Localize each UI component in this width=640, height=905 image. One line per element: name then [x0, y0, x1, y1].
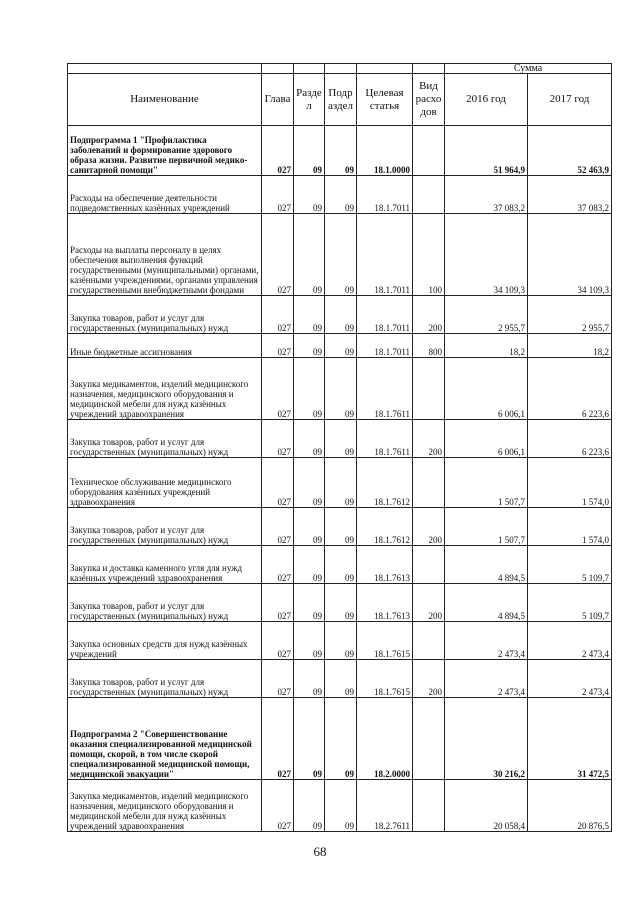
- cell-expense-type: 200: [413, 420, 445, 458]
- cell-sum-2016: 2 473,4: [445, 660, 528, 698]
- cell-target-article: 18.1.7615: [357, 660, 413, 698]
- cell-section: 09: [294, 420, 325, 458]
- cell-subsection: 09: [325, 296, 357, 334]
- cell-name: Закупка товаров, работ и услуг для государственных (муниципальных) нужд: [68, 660, 262, 698]
- cell-name: Подпрограмма 1 "Профилактика заболеваний и формирование здорового образа жизни. Развитие первичной медико-санитарной помощи": [68, 126, 262, 176]
- table-row: [68, 214, 612, 296]
- cell-expense-type: 200: [413, 508, 445, 546]
- cell-sum-2017: 5 109,7: [528, 546, 612, 584]
- table-row: [68, 508, 612, 546]
- cell-chapter: 027: [262, 176, 294, 214]
- cell-section: 09: [294, 546, 325, 584]
- cell-section: 09: [294, 358, 325, 420]
- cell-sum-2016: 6 006,1: [445, 358, 528, 420]
- cell-expense-type: 200: [413, 296, 445, 334]
- cell-sum-2017: 34 109,3: [528, 214, 612, 296]
- cell-expense-type: [413, 358, 445, 420]
- cell-name: Подпрограмма 2 "Совершенствование оказания специализированной медицинской помощи, скорой, в том числе скорой специализированной медицинской помощи, медицинской эвакуации": [68, 698, 262, 780]
- cell-chapter: 027: [262, 508, 294, 546]
- header-section: Разде л: [294, 74, 325, 126]
- cell-sum-2017: 2 473,4: [528, 660, 612, 698]
- cell-target-article: 18.1.7011: [357, 296, 413, 334]
- cell-subsection: 09: [325, 780, 357, 832]
- cell-name: Закупка медикаментов, изделий медицинского назначения, медицинского оборудования и медицинской мебели для нужд казённых учреждений здравоохранения: [68, 780, 262, 832]
- table-row: [68, 334, 612, 358]
- cell-chapter: 027: [262, 334, 294, 358]
- table-row: [68, 358, 612, 420]
- cell-chapter: 027: [262, 698, 294, 780]
- cell-target-article: 18.2.0000: [357, 698, 413, 780]
- cell-chapter: 027: [262, 546, 294, 584]
- cell-expense-type: [413, 126, 445, 176]
- cell-expense-type: 200: [413, 660, 445, 698]
- cell-target-article: 18.1.7011: [357, 334, 413, 358]
- cell-name: Закупка медикаментов, изделий медицинского назначения, медицинского оборудования и медицинской мебели для нужд казённых учреждений здравоохранения: [68, 358, 262, 420]
- cell-subsection: 09: [325, 176, 357, 214]
- cell-expense-type: [413, 780, 445, 832]
- cell-subsection: 09: [325, 698, 357, 780]
- cell-target-article: 18.1.7613: [357, 584, 413, 622]
- cell-chapter: 027: [262, 780, 294, 832]
- cell-subsection: 09: [325, 358, 357, 420]
- cell-section: 09: [294, 508, 325, 546]
- cell-chapter: 027: [262, 584, 294, 622]
- table-row: [68, 420, 612, 458]
- cell-expense-type: [413, 176, 445, 214]
- cell-chapter: 027: [262, 296, 294, 334]
- cell-sum-2017: 52 463,9: [528, 126, 612, 176]
- cell-subsection: 09: [325, 660, 357, 698]
- cell-name: Техническое обслуживание медицинского оборудования казённых учреждений здравоохранения: [68, 458, 262, 508]
- cell-sum-2017: 6 223,6: [528, 420, 612, 458]
- cell-sum-2017: 18,2: [528, 334, 612, 358]
- cell-sum-2016: 4 894,5: [445, 584, 528, 622]
- header-name: Наименование: [68, 74, 262, 126]
- page-number: 68: [313, 844, 327, 859]
- cell-expense-type: [413, 458, 445, 508]
- cell-target-article: 18.1.7612: [357, 508, 413, 546]
- cell-section: 09: [294, 458, 325, 508]
- cell-subsection: 09: [325, 508, 357, 546]
- cell-section: 09: [294, 622, 325, 660]
- cell-subsection: 09: [325, 420, 357, 458]
- cell-sum-2017: 37 083,2: [528, 176, 612, 214]
- cell-name: Расходы на выплаты персоналу в целях обеспечения выполнения функций государственными (муниципальными) органами, казёнными учреждениями, органами управления государственными внебюджетными фондами: [68, 214, 262, 296]
- cell-chapter: 027: [262, 420, 294, 458]
- cell-sum-2017: 6 223,6: [528, 358, 612, 420]
- cell-target-article: 18.1.0000: [357, 126, 413, 176]
- cell-sum-2016: 51 964,9: [445, 126, 528, 176]
- cell-section: 09: [294, 584, 325, 622]
- cell-subsection: 09: [325, 458, 357, 508]
- cell-name: Иные бюджетные ассигнования: [68, 334, 262, 358]
- cell-expense-type: [413, 546, 445, 584]
- cell-chapter: 027: [262, 458, 294, 508]
- cell-name: Закупка товаров, работ и услуг для государственных (муниципальных) нужд: [68, 508, 262, 546]
- cell-chapter: 027: [262, 358, 294, 420]
- cell-sum-2016: 6 006,1: [445, 420, 528, 458]
- cell-section: 09: [294, 296, 325, 334]
- cell-expense-type: 200: [413, 584, 445, 622]
- cell-sum-2017: 1 574,0: [528, 508, 612, 546]
- cell-name: Закупка товаров, работ и услуг для государственных (муниципальных) нужд: [68, 584, 262, 622]
- cell-sum-2016: 30 216,2: [445, 698, 528, 780]
- table-row: [68, 698, 612, 780]
- cell-sum-2017: 2 955,7: [528, 296, 612, 334]
- cell-sum-2017: 1 574,0: [528, 458, 612, 508]
- cell-subsection: 09: [325, 546, 357, 584]
- table-row: [68, 584, 612, 622]
- cell-target-article: 18.2.7611: [357, 780, 413, 832]
- table-row: [68, 660, 612, 698]
- table-row: [68, 296, 612, 334]
- cell-target-article: 18.1.7615: [357, 622, 413, 660]
- cell-sum-2016: 1 507,7: [445, 458, 528, 508]
- cell-sum-2017: 31 472,5: [528, 698, 612, 780]
- cell-chapter: 027: [262, 214, 294, 296]
- table-row: [68, 780, 612, 832]
- cell-section: 09: [294, 334, 325, 358]
- cell-sum-2016: 18,2: [445, 334, 528, 358]
- cell-target-article: 18.1.7011: [357, 214, 413, 296]
- cell-section: 09: [294, 214, 325, 296]
- header-year-2016: 2016 год: [445, 74, 528, 126]
- cell-expense-type: 800: [413, 334, 445, 358]
- cell-expense-type: [413, 698, 445, 780]
- cell-target-article: 18.1.7611: [357, 358, 413, 420]
- cell-subsection: 09: [325, 622, 357, 660]
- cell-target-article: 18.1.7613: [357, 546, 413, 584]
- cell-sum-2016: 37 083,2: [445, 176, 528, 214]
- table-row: [68, 458, 612, 508]
- cell-section: 09: [294, 660, 325, 698]
- cell-target-article: 18.1.7611: [357, 420, 413, 458]
- cell-expense-type: 100: [413, 214, 445, 296]
- cell-name: Закупка товаров, работ и услуг для государственных (муниципальных) нужд: [68, 296, 262, 334]
- cell-sum-2017: 20 876,5: [528, 780, 612, 832]
- cell-section: 09: [294, 780, 325, 832]
- cell-sum-2016: 2 955,7: [445, 296, 528, 334]
- header-year-2017: 2017 год: [528, 74, 612, 126]
- cell-chapter: 027: [262, 660, 294, 698]
- cell-sum-2016: 4 894,5: [445, 546, 528, 584]
- cell-section: 09: [294, 698, 325, 780]
- cell-subsection: 09: [325, 126, 357, 176]
- cell-subsection: 09: [325, 214, 357, 296]
- cell-sum-2016: 2 473,4: [445, 622, 528, 660]
- cell-subsection: 09: [325, 334, 357, 358]
- header-expense-type: Вид расхо дов: [413, 74, 445, 126]
- cell-chapter: 027: [262, 622, 294, 660]
- table-row: [68, 126, 612, 176]
- table-row: [68, 176, 612, 214]
- table-row: [68, 622, 612, 660]
- cell-sum-2016: 20 058,4: [445, 780, 528, 832]
- header-subsection: Подр аздел: [325, 74, 357, 126]
- sum-group-header: Сумма: [445, 64, 612, 74]
- cell-chapter: 027: [262, 126, 294, 176]
- cell-name: Закупка основных средств для нужд казённых учреждений: [68, 622, 262, 660]
- cell-expense-type: [413, 622, 445, 660]
- cell-name: Закупка и доставка каменного угля для нужд казённых учреждений здравоохранения: [68, 546, 262, 584]
- header-target-article: Целевая статья: [357, 74, 413, 126]
- cell-target-article: 18.1.7612: [357, 458, 413, 508]
- cell-section: 09: [294, 176, 325, 214]
- cell-sum-2017: 5 109,7: [528, 584, 612, 622]
- cell-sum-2016: 1 507,7: [445, 508, 528, 546]
- cell-subsection: 09: [325, 584, 357, 622]
- table-body: [68, 126, 612, 832]
- header-chapter: Глава: [262, 74, 294, 126]
- cell-target-article: 18.1.7011: [357, 176, 413, 214]
- table-row: [68, 546, 612, 584]
- cell-name: Закупка товаров, работ и услуг для государственных (муниципальных) нужд: [68, 420, 262, 458]
- cell-section: 09: [294, 126, 325, 176]
- cell-sum-2017: 2 473,4: [528, 622, 612, 660]
- cell-sum-2016: 34 109,3: [445, 214, 528, 296]
- table-header: [68, 64, 612, 126]
- cell-name: Расходы на обеспечение деятельности подведомственных казённых учреждений: [68, 176, 262, 214]
- budget-table: [67, 63, 612, 832]
